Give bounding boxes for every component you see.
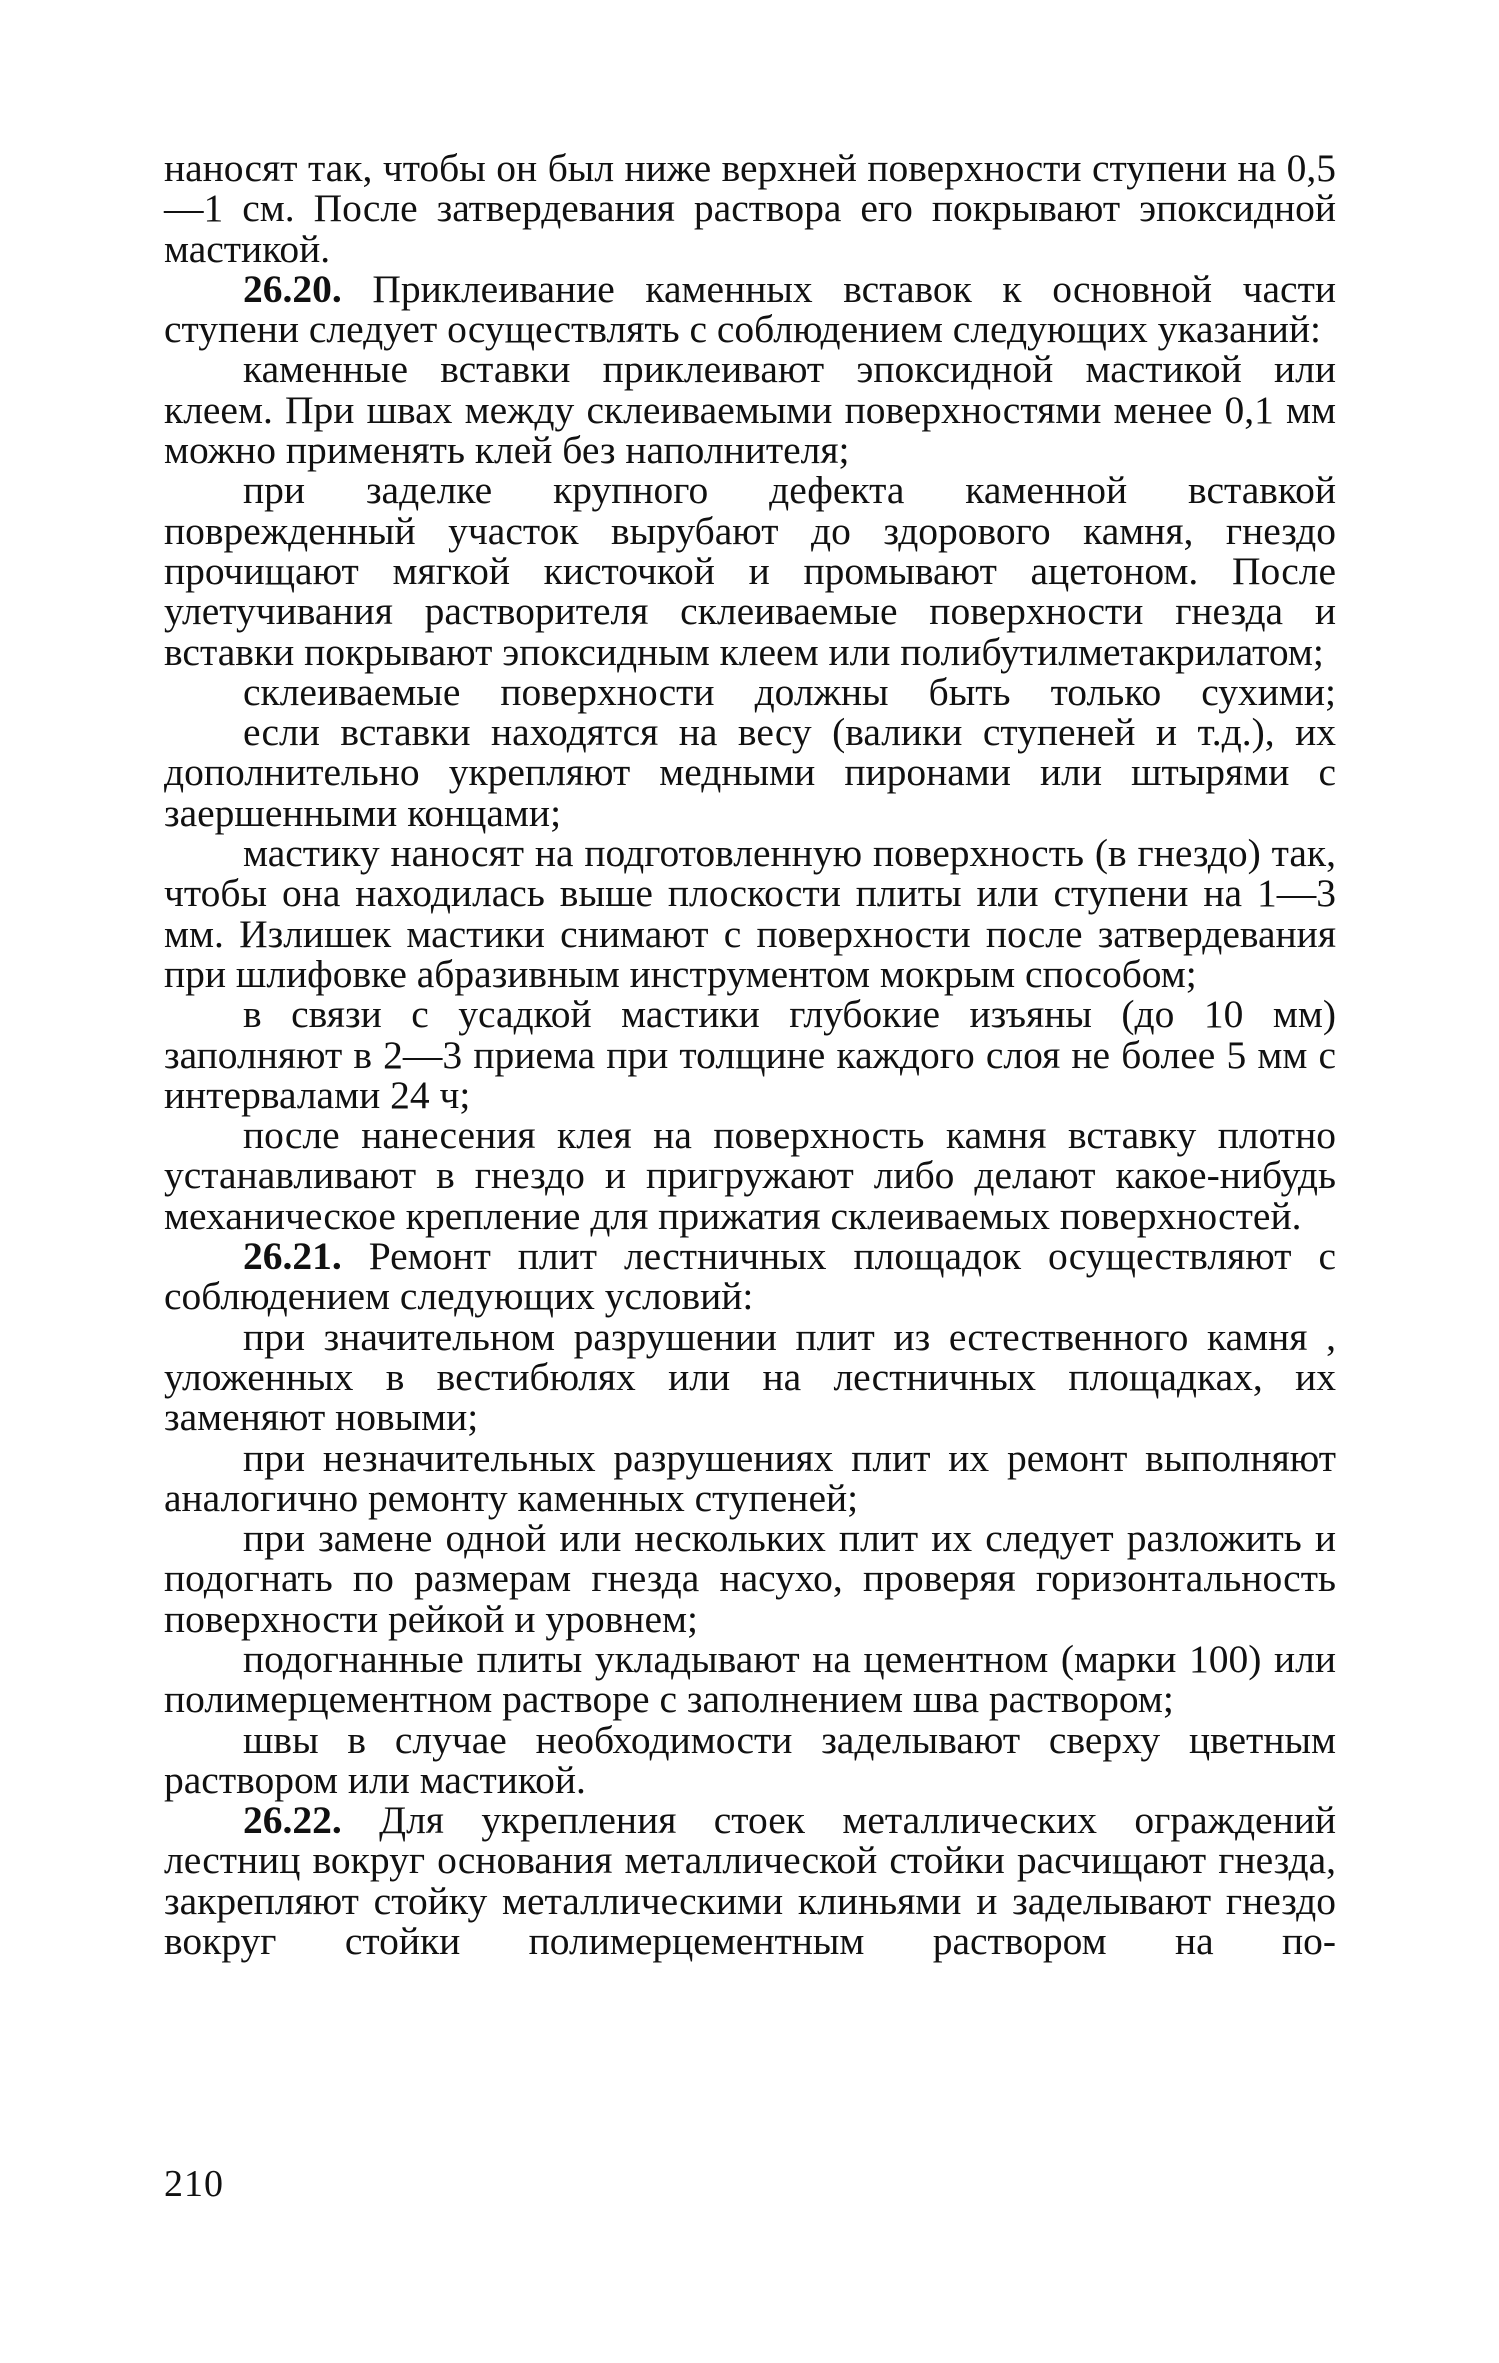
list-item: при незначительных разрушениях плит их ремонт выполняют аналогично ремонту каменных ступеней; <box>164 1435 1336 1520</box>
section-text: Ремонт плит лестничных площадок осуществляют с соблюдением следующих условий: <box>164 1234 1336 1319</box>
section-text: Для укрепления стоек металлических ограждений лестниц вокруг основания металлической стойки расчищают гнезда, закрепляют стойку металлическими клиньями и заделывают гнездо вокруг стойки полимерцементным раствором на по- <box>164 1798 1336 1964</box>
list-item: швы в случае необходимости заделывают сверху цветным раствором или мастикой. <box>164 1717 1336 1802</box>
section-26-21 <box>164 1236 1336 1317</box>
list-item: после нанесения клея на поверхность камня вставку плотно устанавливают в гнездо и пригружают либо делают какое-нибудь механическое крепление для прижатия склеиваемых поверхностей. <box>164 1113 1336 1238</box>
list-item: каменные вставки приклеивают эпоксидной мастикой или клеем. При швах между склеиваемыми поверхностями менее 0,1 мм можно применять клей без наполнителя; <box>164 347 1336 473</box>
section-number: 26.20. <box>243 266 342 311</box>
list-item: в связи с усадкой мастики глубокие изъяны (до 10 мм) заполняют в 2—3 приема при толщине каждого слоя не более 5 мм с интервалами 24 ч; <box>164 992 1336 1117</box>
list-item: мастику наносят на подготовленную поверхность (в гнездо) так, чтобы она находилась выше плоскости плиты или ступени на 1—3 мм. Излишек мастики снимают с поверхности после затвердевания при шлифовке абразивным инструментом мокрым способом; <box>164 831 1336 996</box>
section-26-20 <box>164 266 1336 352</box>
section-number: 26.22. <box>243 1798 342 1843</box>
page-body <box>164 146 1336 1964</box>
section-text: Приклеивание каменных вставок к основной части ступени следует осуществлять с соблюдением следующих указаний: <box>164 266 1336 352</box>
list-item: подогнанные плиты укладывают на цементном (марки 100) или полимерцементном растворе с заполнением шва раствором; <box>164 1636 1336 1722</box>
section-number: 26.21. <box>243 1234 342 1279</box>
list-item: если вставки находятся на весу (валики ступеней и т.д.), их дополнительно укрепляют медными пиронами или штырями с заершенными концами; <box>164 710 1336 835</box>
list-item: при замене одной или нескольких плит их следует разложить и подогнать по размерам гнезда насухо, проверяя горизонтальность поверхности рейкой и уровнем; <box>164 1516 1336 1641</box>
list-item: склеиваемые поверхности должны быть только сухими; <box>243 669 1336 714</box>
list-item: при заделке крупного дефекта каменной вставкой поврежденный участок вырубают до здорового камня, гнездо прочищают мягкой кисточкой и промывают ацетоном. После улетучивания растворителя склеиваемые поверхности гнезда и вставки покрывают эпоксидным клеем или полибутилметакрилатом; <box>164 468 1336 674</box>
section-26-22 <box>164 1798 1336 1964</box>
paragraph-continuation: наносят так, чтобы он был ниже верхней поверхности ступени на 0,5—1 см. После затвердевания раствора его покрывают эпоксидной мастикой. <box>164 146 1336 271</box>
page-number: 210 <box>164 2163 224 2205</box>
list-item: при значительном разрушении плит из естественного камня , уложенных в вестибюлях или на лестничных площадках, их заменяют новыми; <box>164 1314 1336 1440</box>
